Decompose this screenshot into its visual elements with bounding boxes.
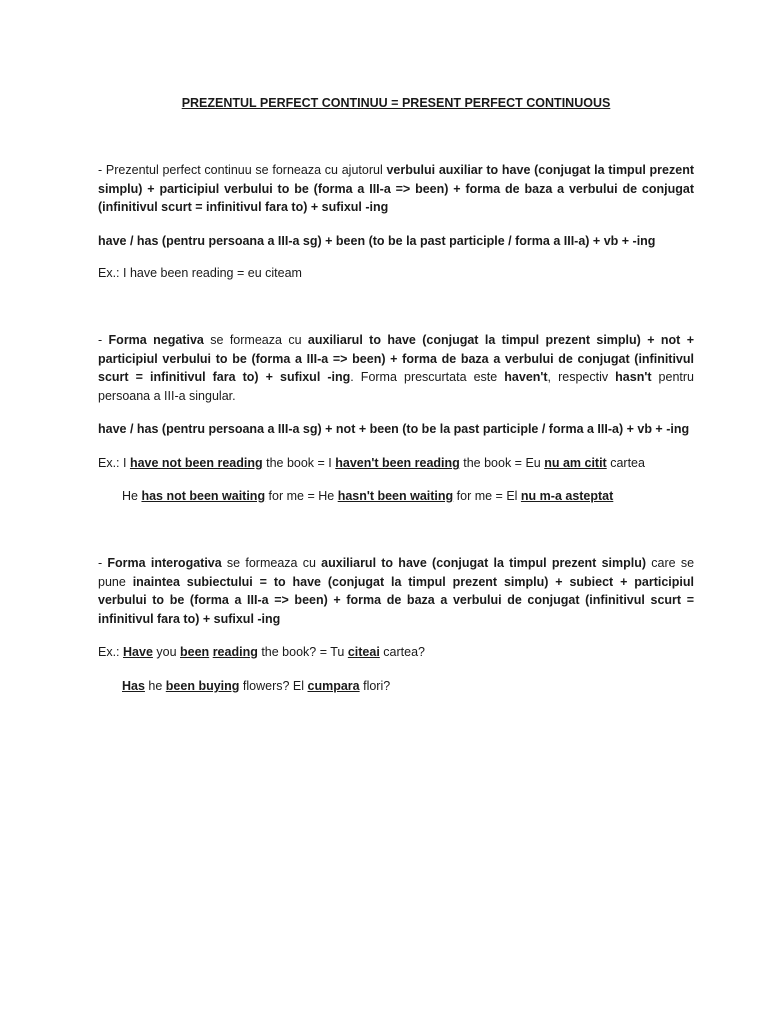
- example-text: He: [122, 489, 142, 503]
- example-text: he: [144, 679, 166, 693]
- example-highlight: Have: [123, 645, 153, 659]
- example-highlight: hasn't been waiting: [337, 489, 454, 503]
- page-title: PREZENTUL PERFECT CONTINUU = PRESENT PERFECT CONTINUOUS: [181, 96, 611, 110]
- example-text: you: [152, 645, 181, 659]
- interrogative-dash: -: [98, 556, 108, 570]
- formation-rule-text: verbului auxiliar to have (conjugat la timpul prezent simplu) + participiul verbului to be (forma a III-a => been) + forma de baza a verbului de conjugat (infinitivul scurt = infinitivul fara to) + sufixul -ing: [98, 163, 694, 214]
- negative-form-label: Forma negativa: [108, 333, 204, 347]
- negative-example-1: [98, 454, 694, 472]
- interrogative-example-1: [98, 643, 694, 661]
- example-text: the book = Eu: [459, 456, 545, 470]
- interrogative-aux-text: auxiliarul to have (conjugat la timpul prezent simplu): [321, 556, 647, 570]
- example-text: flowers? El: [239, 679, 308, 693]
- example-text: for me = He: [265, 489, 338, 503]
- example-text: the book = I: [262, 456, 336, 470]
- interrogative-text: care se pune: [98, 556, 695, 589]
- example-text: cartea?: [379, 645, 425, 659]
- negative-example-2: [122, 487, 718, 505]
- example-text: flori?: [359, 679, 391, 693]
- interrogative-rule-text: inaintea subiectului = to have (conjugat la timpul prezent simplu) + subiect + participiul verbului to be (forma a III-a => been) + forma de baza a verbului de conjugat (infinitivul scurt = infinitivul fara to) + sufixul -ing: [98, 574, 694, 626]
- example-text: the book? = Tu: [257, 645, 348, 659]
- formation-paragraph: [98, 161, 694, 217]
- formation-formula: [98, 232, 694, 250]
- interrogative-paragraph: [98, 554, 694, 628]
- example-highlight: haven't been reading: [335, 456, 460, 470]
- negative-third-person-text: pentru persoana a III-a singular.: [98, 370, 694, 403]
- document-page: [98, 0, 694, 1024]
- example-highlight: have not been reading: [129, 456, 263, 470]
- example-text: for me = El: [453, 489, 521, 503]
- example-highlight: nu m-a asteptat: [520, 489, 614, 503]
- interrogative-text: se formeaza cu: [221, 556, 322, 570]
- formation-example: Ex.: I have been reading = eu citeam: [98, 266, 302, 280]
- interrogative-example-2: [122, 677, 718, 695]
- negative-short-form-text: . Forma prescurtata este: [350, 370, 505, 384]
- formation-intro-text: - Prezentul perfect continuu se forneaza cu ajutorul: [98, 163, 387, 177]
- negative-dash: -: [98, 333, 109, 347]
- negative-text: se formeaza cu: [203, 333, 308, 347]
- negative-formula-text: have / has (pentru persoana a III-a sg) + not + been (to be la past participle / forma a III-a) + vb + -ing: [98, 422, 690, 436]
- negative-hasnt: hasn't: [615, 370, 652, 384]
- example-highlight: nu am citit: [544, 456, 607, 470]
- interrogative-form-label: Forma interogativa: [107, 556, 222, 570]
- example-text: Ex.:: [98, 645, 124, 659]
- example-highlight: reading: [212, 645, 258, 659]
- negative-paragraph: [98, 331, 694, 405]
- negative-havent: haven't: [504, 370, 548, 384]
- example-highlight: been: [180, 645, 210, 659]
- example-highlight: been buying: [165, 679, 240, 693]
- example-highlight: has not been waiting: [141, 489, 266, 503]
- example-text: Ex.: I: [98, 456, 130, 470]
- example-highlight: cumpara: [307, 679, 360, 693]
- example-highlight: citeai: [347, 645, 380, 659]
- negative-formula: [98, 420, 694, 438]
- example-highlight: Has: [122, 679, 145, 693]
- negative-respectiv: , respectiv: [547, 370, 616, 384]
- negative-rule-text: auxiliarul to have (conjugat la timpul prezent simplu) + not + participiul verbului to be (forma a III-a => been) + forma de baza a verbului de conjugat (infinitivul scurt = infinitivul fara to) + sufixul -ing: [98, 333, 695, 384]
- formation-formula-text: have / has (pentru persoana a III-a sg) + been (to be la past participle / forma a III-a) + vb + -ing: [98, 234, 656, 248]
- example-text: cartea: [606, 456, 645, 470]
